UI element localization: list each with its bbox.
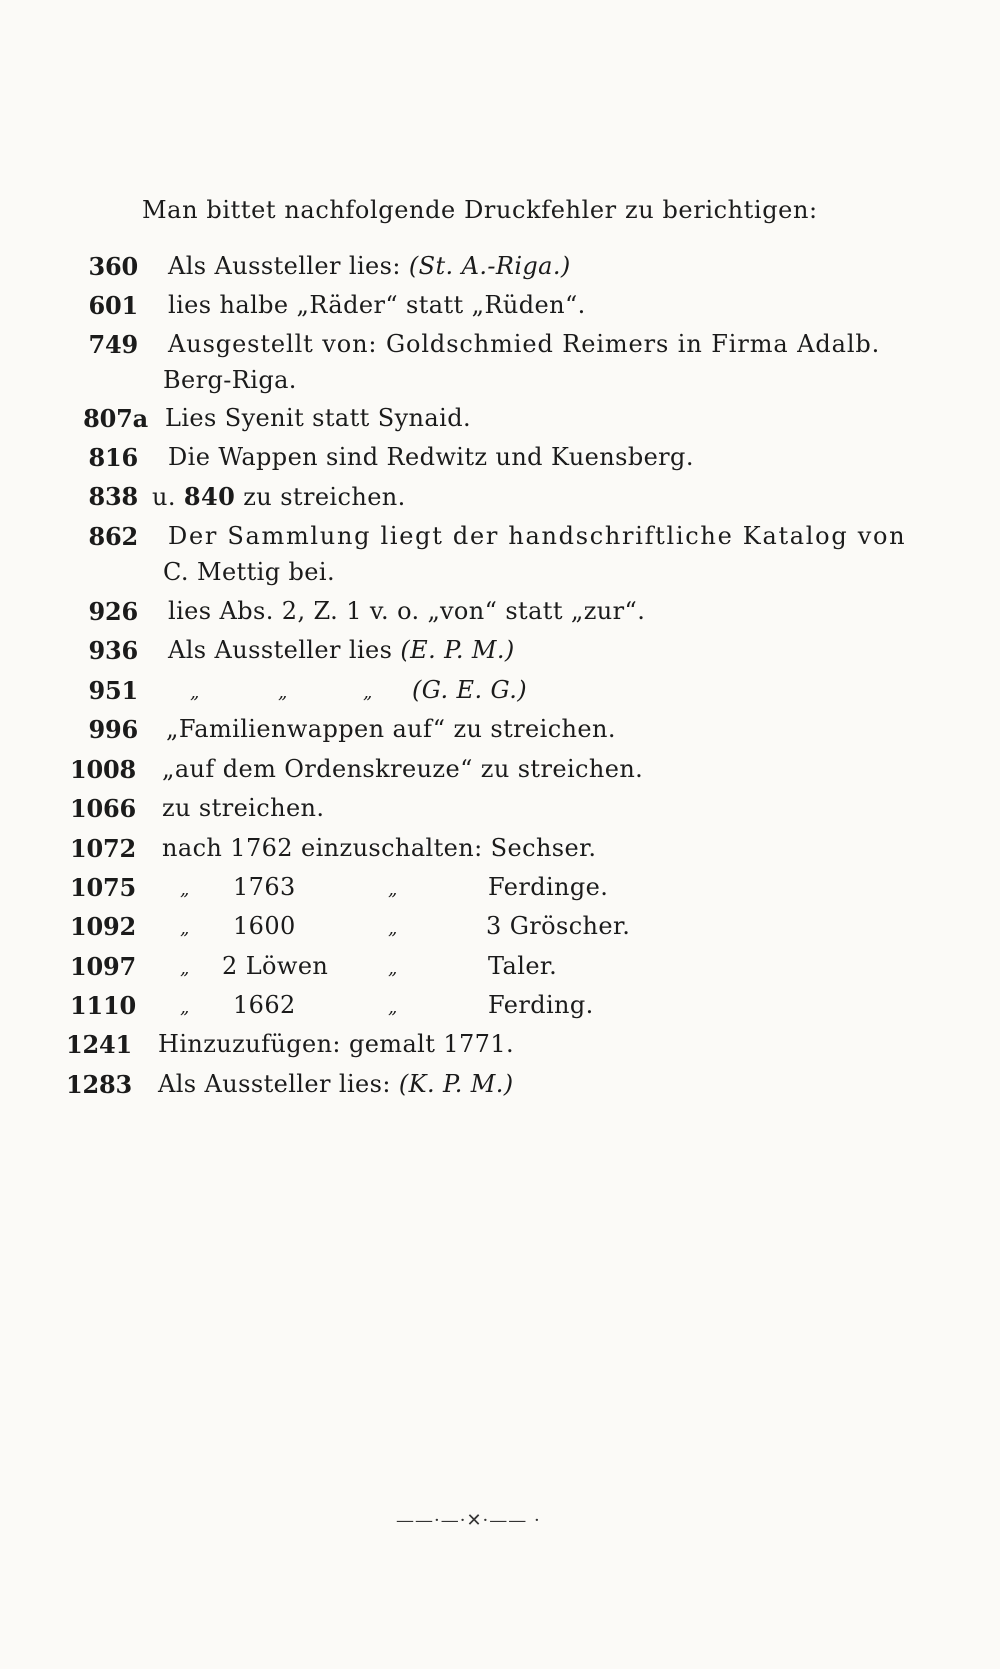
erratum-1075 bbox=[0, 873, 1000, 907]
ditto-mark: „ bbox=[180, 997, 190, 1018]
entry-text: Die Wappen sind Redwitz und Kuensberg. bbox=[168, 443, 694, 471]
entry-number: 1283 bbox=[66, 1070, 132, 1099]
entry-number: 1008 bbox=[70, 755, 136, 784]
entry-text: zu streichen. bbox=[162, 794, 325, 822]
entry-number: 601 bbox=[88, 291, 138, 320]
entry-text: Ausgestellt von: Goldschmied Reimers in Firma Adalb. bbox=[168, 330, 881, 358]
entry-text: „auf dem Ordenskreuze“ zu streichen. bbox=[162, 755, 644, 783]
entry-year: 2 Löwen bbox=[222, 952, 329, 980]
entry-number: 360 bbox=[88, 252, 138, 281]
ditto-mark: „ bbox=[388, 958, 398, 979]
entry-year: 1662 bbox=[233, 991, 296, 1019]
ditto-mark: „ bbox=[388, 997, 398, 1018]
entry-number: 1241 bbox=[66, 1030, 132, 1059]
entry-number: 1092 bbox=[70, 912, 136, 941]
entry-coin: Taler. bbox=[488, 952, 558, 980]
entry-number: 1072 bbox=[70, 834, 136, 863]
entry-text-italic: (E. P. M.) bbox=[400, 636, 515, 664]
entry-text bbox=[168, 252, 571, 280]
ditto-mark: „ bbox=[278, 682, 288, 703]
entry-text bbox=[152, 482, 406, 511]
entry-text: Der Sammlung liegt der handschriftliche Katalog von bbox=[168, 522, 907, 550]
entry-number: 1097 bbox=[70, 952, 136, 981]
entry-text: lies halbe „Räder“ statt „Rüden“. bbox=[168, 291, 586, 319]
entry-text-bold: 840 bbox=[183, 482, 236, 511]
entry-text-plain: Als Aussteller lies: bbox=[158, 1070, 399, 1098]
entry-number: 926 bbox=[88, 597, 138, 626]
entry-text bbox=[168, 636, 515, 664]
entry-number: 862 bbox=[88, 522, 138, 551]
entry-text-plain: Als Aussteller lies bbox=[168, 636, 401, 664]
entry-number: 1075 bbox=[70, 873, 136, 902]
entry-coin: 3 Gröscher. bbox=[486, 912, 631, 940]
ditto-mark: „ bbox=[388, 918, 398, 939]
entry-continuation: C. Mettig bei. bbox=[163, 558, 335, 586]
entry-number: 816 bbox=[88, 443, 138, 472]
ditto-mark: „ bbox=[388, 879, 398, 900]
entry-number: 1110 bbox=[70, 991, 136, 1020]
page-heading: Man bittet nachfolgende Druckfehler zu berichtigen: bbox=[142, 196, 818, 224]
erratum-1097 bbox=[0, 952, 1000, 986]
end-ornament: ——·—·✕·—— · bbox=[396, 1510, 541, 1531]
ditto-mark: „ bbox=[363, 682, 373, 703]
ditto-mark: „ bbox=[180, 918, 190, 939]
entry-text: lies Abs. 2, Z. 1 v. o. „von“ statt „zur“. bbox=[168, 597, 646, 625]
entry-text-italic: (St. A.-Riga.) bbox=[408, 252, 571, 280]
ditto-mark: „ bbox=[180, 958, 190, 979]
entry-year: 1763 bbox=[233, 873, 296, 901]
entry-number: 838 bbox=[88, 482, 138, 511]
ditto-mark: „ bbox=[180, 879, 190, 900]
erratum-951 bbox=[0, 676, 1000, 710]
entry-coin: Ferdinge. bbox=[488, 873, 609, 901]
erratum-1110 bbox=[0, 991, 1000, 1025]
erratum-1092 bbox=[0, 912, 1000, 946]
entry-coin: Ferding. bbox=[488, 991, 594, 1019]
entry-number: 749 bbox=[88, 330, 138, 359]
entry-text-italic: (K. P. M.) bbox=[398, 1070, 514, 1098]
entry-number: 951 bbox=[88, 676, 138, 705]
entry-text: „Familienwappen auf“ zu streichen. bbox=[166, 715, 616, 743]
entry-text-italic: (G. E. G.) bbox=[412, 676, 528, 704]
entry-number: 936 bbox=[88, 636, 138, 665]
entry-text: Hinzuzufügen: gemalt 1771. bbox=[158, 1030, 515, 1058]
entry-number: 807a bbox=[83, 404, 148, 433]
entry-text: Lies Syenit statt Synaid. bbox=[165, 404, 471, 432]
entry-text-plain: Als Aussteller lies: bbox=[168, 252, 409, 280]
ditto-mark: „ bbox=[190, 682, 200, 703]
entry-number: 996 bbox=[88, 715, 138, 744]
entry-year: 1600 bbox=[233, 912, 296, 940]
entry-text bbox=[158, 1070, 514, 1098]
entry-text: nach 1762 einzuschalten: Sechser. bbox=[162, 834, 597, 862]
entry-continuation: Berg-Riga. bbox=[163, 366, 297, 394]
entry-text-plain: u. bbox=[152, 483, 184, 511]
entry-text-plain-2: zu streichen. bbox=[235, 483, 406, 511]
entry-number: 1066 bbox=[70, 794, 136, 823]
